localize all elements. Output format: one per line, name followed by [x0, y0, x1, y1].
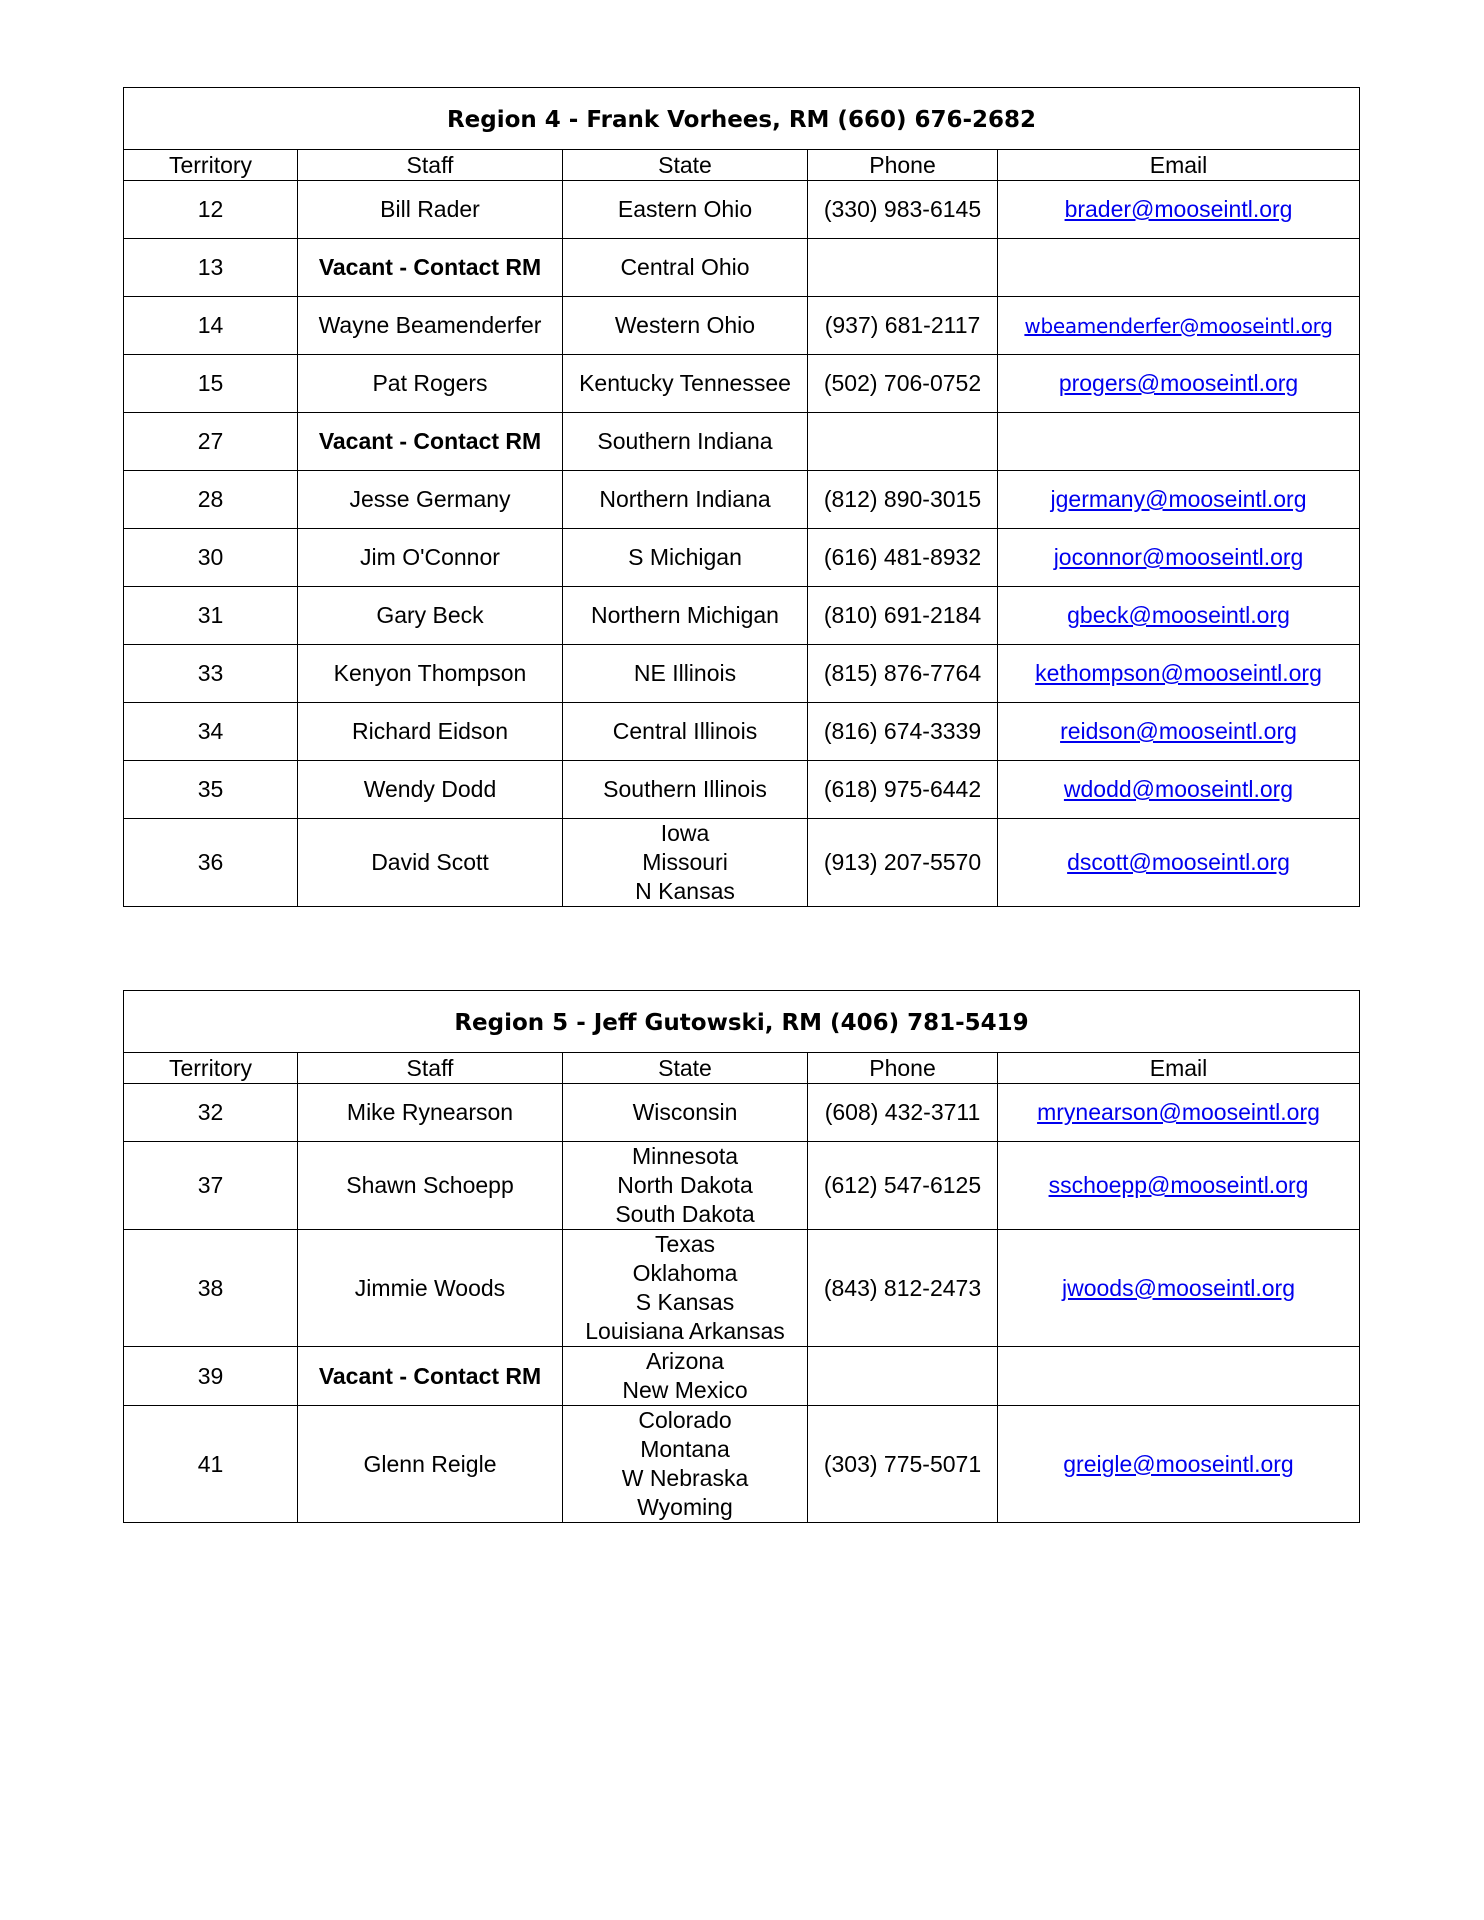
- phone-cell: [808, 1347, 998, 1406]
- email-cell: [998, 181, 1360, 239]
- email-cell: [998, 413, 1360, 471]
- phone-cell: (612) 547-6125: [808, 1142, 998, 1230]
- state-cell: [563, 645, 808, 703]
- table-row: [124, 703, 1360, 761]
- state-line: North Dakota: [617, 1172, 753, 1198]
- region-4-title: Region 4 - Frank Vorhees, RM (660) 676-2682: [124, 88, 1360, 150]
- state-line: Wyoming: [637, 1494, 733, 1520]
- region-5-table: [123, 990, 1360, 1523]
- staff-cell: Wayne Beamenderfer: [298, 297, 563, 355]
- state-cell: [563, 1084, 808, 1142]
- email-link[interactable]: brader@mooseintl.org: [1064, 196, 1293, 222]
- email-cell: [998, 297, 1360, 355]
- state-line: S Kansas: [635, 1289, 735, 1315]
- table-row: [124, 529, 1360, 587]
- table-row: [124, 645, 1360, 703]
- email-link[interactable]: greigle@mooseintl.org: [1063, 1450, 1294, 1477]
- state-line: S Michigan: [628, 544, 742, 570]
- email-cell: [998, 239, 1360, 297]
- email-link[interactable]: mrynearson@mooseintl.org: [1037, 1099, 1320, 1125]
- email-link[interactable]: jgermany@mooseintl.org: [1050, 486, 1307, 512]
- table-row: [124, 181, 1360, 239]
- state-line: Wisconsin: [632, 1099, 738, 1125]
- email-cell: [998, 355, 1360, 413]
- state-cell: [563, 355, 808, 413]
- column-header-territory: Territory: [124, 150, 298, 181]
- state-cell: [563, 1406, 808, 1523]
- email-link[interactable]: dscott@mooseintl.org: [1067, 849, 1290, 875]
- state-line: Eastern Ohio: [617, 196, 753, 222]
- column-header-state: State: [563, 150, 808, 181]
- state-line: New Mexico: [622, 1377, 748, 1403]
- phone-cell: (618) 975-6442: [808, 761, 998, 819]
- email-cell: [998, 761, 1360, 819]
- table-row: [124, 1142, 1360, 1230]
- email-link[interactable]: jwoods@mooseintl.org: [1062, 1274, 1296, 1301]
- email-link[interactable]: gbeck@mooseintl.org: [1067, 602, 1290, 628]
- state-line: Texas: [654, 1231, 716, 1257]
- staff-cell: David Scott: [298, 819, 563, 907]
- region-4-table: [123, 87, 1360, 907]
- region-5-rows: [124, 1084, 1360, 1523]
- table-row: [124, 297, 1360, 355]
- state-line: Southern Indiana: [597, 428, 773, 454]
- phone-cell: (815) 876-7764: [808, 645, 998, 703]
- state-cell: [563, 1142, 808, 1230]
- staff-cell: Gary Beck: [298, 587, 563, 645]
- phone-cell: [808, 239, 998, 297]
- email-cell: [998, 1142, 1360, 1230]
- state-line: Northern Indiana: [599, 486, 771, 512]
- state-cell: [563, 181, 808, 239]
- territory-cell: 41: [124, 1406, 298, 1523]
- staff-cell: Vacant - Contact RM: [298, 1347, 563, 1406]
- state-line: NE Illinois: [633, 660, 737, 686]
- territory-cell: 12: [124, 181, 298, 239]
- phone-cell: [808, 413, 998, 471]
- email-cell: [998, 1406, 1360, 1523]
- email-cell: [998, 1230, 1360, 1347]
- state-line: Montana: [640, 1436, 730, 1462]
- email-cell: [998, 471, 1360, 529]
- staff-cell: Vacant - Contact RM: [298, 239, 563, 297]
- territory-cell: 15: [124, 355, 298, 413]
- column-header-phone: Phone: [808, 150, 998, 181]
- phone-cell: (608) 432-3711: [808, 1084, 998, 1142]
- column-header-email: Email: [998, 1053, 1360, 1084]
- state-line: Missouri: [642, 849, 728, 875]
- territory-cell: 30: [124, 529, 298, 587]
- phone-cell: (816) 674-3339: [808, 703, 998, 761]
- table-row: [124, 239, 1360, 297]
- column-header-territory: Territory: [124, 1053, 298, 1084]
- staff-cell: Jesse Germany: [298, 471, 563, 529]
- state-line: Louisiana Arkansas: [585, 1318, 785, 1344]
- region-4-rows: [124, 181, 1360, 907]
- table-row: [124, 1230, 1360, 1347]
- state-cell: [563, 703, 808, 761]
- email-link[interactable]: reidson@mooseintl.org: [1060, 718, 1297, 744]
- staff-cell: Shawn Schoepp: [298, 1142, 563, 1230]
- state-line: Iowa: [660, 820, 710, 846]
- email-cell: [998, 819, 1360, 907]
- territory-cell: 13: [124, 239, 298, 297]
- email-link[interactable]: progers@mooseintl.org: [1058, 370, 1299, 396]
- phone-cell: (913) 207-5570: [808, 819, 998, 907]
- table-row: [124, 471, 1360, 529]
- phone-cell: (616) 481-8932: [808, 529, 998, 587]
- staff-cell: Richard Eidson: [298, 703, 563, 761]
- staff-cell: Jim O'Connor: [298, 529, 563, 587]
- territory-cell: 34: [124, 703, 298, 761]
- state-line: Minnesota: [631, 1143, 739, 1169]
- territory-cell: 39: [124, 1347, 298, 1406]
- territory-cell: 28: [124, 471, 298, 529]
- email-cell: [998, 645, 1360, 703]
- territory-cell: 33: [124, 645, 298, 703]
- state-cell: [563, 819, 808, 907]
- phone-cell: (303) 775-5071: [808, 1406, 998, 1523]
- state-line: Northern Michigan: [591, 602, 779, 628]
- state-line: Central Illinois: [612, 718, 758, 744]
- email-cell: [998, 529, 1360, 587]
- table-row: [124, 819, 1360, 907]
- phone-cell: (330) 983-6145: [808, 181, 998, 239]
- staff-cell: Jimmie Woods: [298, 1230, 563, 1347]
- staff-cell: Vacant - Contact RM: [298, 413, 563, 471]
- territory-cell: 32: [124, 1084, 298, 1142]
- state-line: Southern Illinois: [603, 776, 767, 802]
- phone-cell: (937) 681-2117: [808, 297, 998, 355]
- column-header-state: State: [563, 1053, 808, 1084]
- territory-cell: 38: [124, 1230, 298, 1347]
- state-cell: [563, 239, 808, 297]
- state-line: Oklahoma: [632, 1260, 738, 1286]
- email-link[interactable]: wbeamenderfer@mooseintl.org: [1024, 313, 1333, 338]
- staff-cell: Wendy Dodd: [298, 761, 563, 819]
- region-4-table-container: [123, 87, 1359, 907]
- region-5-title: Region 5 - Jeff Gutowski, RM (406) 781-5419: [124, 991, 1360, 1053]
- staff-cell: Mike Rynearson: [298, 1084, 563, 1142]
- phone-cell: (812) 890-3015: [808, 471, 998, 529]
- territory-cell: 31: [124, 587, 298, 645]
- staff-cell: Pat Rogers: [298, 355, 563, 413]
- column-header-staff: Staff: [298, 150, 563, 181]
- email-link[interactable]: sschoepp@mooseintl.org: [1048, 1172, 1309, 1198]
- table-row: [124, 761, 1360, 819]
- table-row: [124, 413, 1360, 471]
- table-row: [124, 1347, 1360, 1406]
- territory-cell: 37: [124, 1142, 298, 1230]
- territory-cell: 14: [124, 297, 298, 355]
- state-line: Central Ohio: [620, 254, 750, 280]
- state-cell: [563, 297, 808, 355]
- state-line: W Nebraska: [621, 1465, 749, 1491]
- phone-cell: (810) 691-2184: [808, 587, 998, 645]
- table-row: [124, 587, 1360, 645]
- email-link[interactable]: joconnor@mooseintl.org: [1053, 544, 1304, 570]
- email-cell: [998, 1084, 1360, 1142]
- email-cell: [998, 703, 1360, 761]
- state-line: South Dakota: [615, 1201, 755, 1227]
- state-line: Arizona: [646, 1348, 724, 1374]
- state-cell: [563, 471, 808, 529]
- staff-cell: Bill Rader: [298, 181, 563, 239]
- email-cell: [998, 587, 1360, 645]
- state-cell: [563, 1347, 808, 1406]
- column-header-email: Email: [998, 150, 1360, 181]
- email-cell: [998, 1347, 1360, 1406]
- email-link[interactable]: wdodd@mooseintl.org: [1063, 776, 1294, 802]
- region-5-table-container: [123, 990, 1359, 1523]
- state-line: Colorado: [638, 1407, 732, 1433]
- phone-cell: (502) 706-0752: [808, 355, 998, 413]
- state-cell: [563, 761, 808, 819]
- table-row: [124, 1084, 1360, 1142]
- territory-cell: 27: [124, 413, 298, 471]
- table-row: [124, 355, 1360, 413]
- column-header-staff: Staff: [298, 1053, 563, 1084]
- territory-cell: 35: [124, 761, 298, 819]
- state-line: N Kansas: [635, 878, 735, 904]
- state-line: Kentucky Tennessee: [579, 370, 791, 396]
- territory-cell: 36: [124, 819, 298, 907]
- staff-cell: Kenyon Thompson: [298, 645, 563, 703]
- state-cell: [563, 587, 808, 645]
- state-cell: [563, 1230, 808, 1347]
- state-line: Western Ohio: [614, 312, 756, 338]
- staff-cell: Glenn Reigle: [298, 1406, 563, 1523]
- column-header-phone: Phone: [808, 1053, 998, 1084]
- state-cell: [563, 529, 808, 587]
- phone-cell: (843) 812-2473: [808, 1230, 998, 1347]
- table-row: [124, 1406, 1360, 1523]
- state-cell: [563, 413, 808, 471]
- email-link[interactable]: kethompson@mooseintl.org: [1035, 660, 1322, 686]
